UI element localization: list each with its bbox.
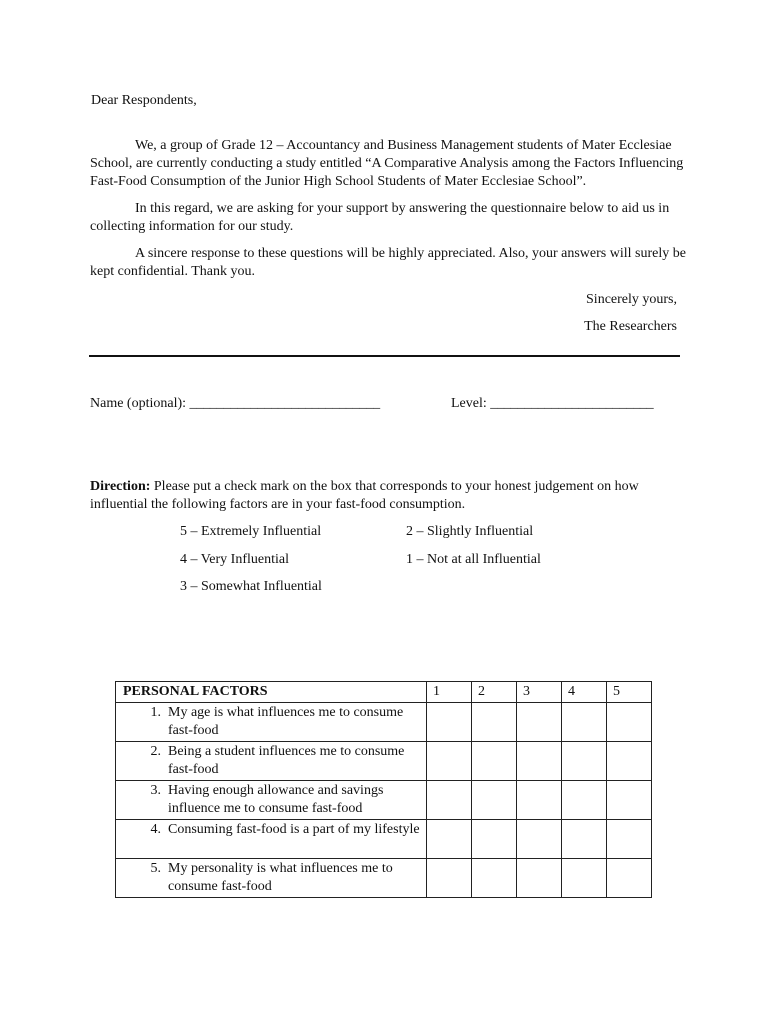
rating-box-2[interactable] [472,742,517,781]
scale-5: 5 – Extremely Influential [180,524,322,539]
rating-box-5[interactable] [607,859,652,898]
factor-number: 3. [150,783,161,798]
factor-cell [116,859,427,898]
table-row [116,703,652,742]
rating-box-1[interactable] [427,820,472,859]
rating-box-2[interactable] [472,820,517,859]
table-row [116,820,652,859]
rating-box-1[interactable] [427,781,472,820]
rating-header-5: 5 [607,682,652,703]
factor-text: My age is what influences me to consume fast-food [168,705,404,738]
scale-4: 4 – Very Influential [180,552,289,567]
rating-header-3: 3 [517,682,562,703]
salutation: Dear Respondents, [91,93,197,108]
intro-paragraph: We, a group of Grade 12 – Accountancy and Business Management students of Mater Ecclesiae School, are currently conducting a study entitled “A Comparative Analysis among the Factors Influencing Fast-Food Consumption of the Junior High School Students of Mater Ecclesiae School”. [90,138,684,189]
level-field[interactable] [451,395,653,413]
rating-box-5[interactable] [607,820,652,859]
level-label: Level: [451,396,487,411]
direction-text: Please put a check mark on the box that corresponds to your honest judgement on how influential the following factors are in your fast-food consumption. [90,479,639,512]
rating-box-5[interactable] [607,781,652,820]
rating-header-4: 4 [562,682,607,703]
rating-box-4[interactable] [562,703,607,742]
factor-number: 1. [150,705,161,720]
rating-box-3[interactable] [517,781,562,820]
personal-factors-header: PERSONAL FACTORS [116,682,427,703]
factor-text: My personality is what influences me to consume fast-food [168,861,393,894]
table-header-row [116,682,652,703]
level-blank[interactable]: ________________________ [490,396,654,411]
scale-3: 3 – Somewhat Influential [180,579,322,594]
factor-text: Consuming fast-food is a part of my lifestyle [168,822,420,837]
name-label: Name (optional): [90,396,187,411]
factor-cell [116,703,427,742]
name-field[interactable] [90,395,380,413]
confidentiality-paragraph: A sincere response to these questions will be highly appreciated. Also, your answers will surely be kept confidential. Thank you. [90,246,686,279]
section-divider [89,355,680,357]
factor-cell [116,781,427,820]
rating-header-2: 2 [472,682,517,703]
factor-cell [116,742,427,781]
factor-number: 4. [150,822,161,837]
factor-number: 2. [150,744,161,759]
rating-box-4[interactable] [562,859,607,898]
rating-box-3[interactable] [517,820,562,859]
factor-cell [116,820,427,859]
rating-box-3[interactable] [517,703,562,742]
factor-number: 5. [150,861,161,876]
rating-box-4[interactable] [562,742,607,781]
table-row [116,859,652,898]
rating-box-4[interactable] [562,781,607,820]
rating-box-4[interactable] [562,820,607,859]
scale-2: 2 – Slightly Influential [406,524,534,539]
rating-box-5[interactable] [607,703,652,742]
rating-box-2[interactable] [472,859,517,898]
rating-box-3[interactable] [517,859,562,898]
closing: Sincerely yours, [586,292,677,307]
rating-box-2[interactable] [472,703,517,742]
table-row [116,781,652,820]
rating-box-5[interactable] [607,742,652,781]
rating-box-2[interactable] [472,781,517,820]
factor-text: Having enough allowance and savings influence me to consume fast-food [168,783,384,816]
rating-box-1[interactable] [427,859,472,898]
rating-box-1[interactable] [427,742,472,781]
table-row [116,742,652,781]
scale-1: 1 – Not at all Influential [406,552,541,567]
factor-text: Being a student influences me to consume fast-food [168,744,405,777]
personal-factors-table [115,681,652,898]
rating-box-3[interactable] [517,742,562,781]
support-paragraph: In this regard, we are asking for your support by answering the questionnaire below to aid us in collecting information for our study. [90,201,670,234]
rating-header-1: 1 [427,682,472,703]
name-blank[interactable]: ____________________________ [189,396,380,411]
signature: The Researchers [584,319,677,334]
rating-box-1[interactable] [427,703,472,742]
direction-label: Direction: [90,479,151,494]
direction [90,478,688,514]
